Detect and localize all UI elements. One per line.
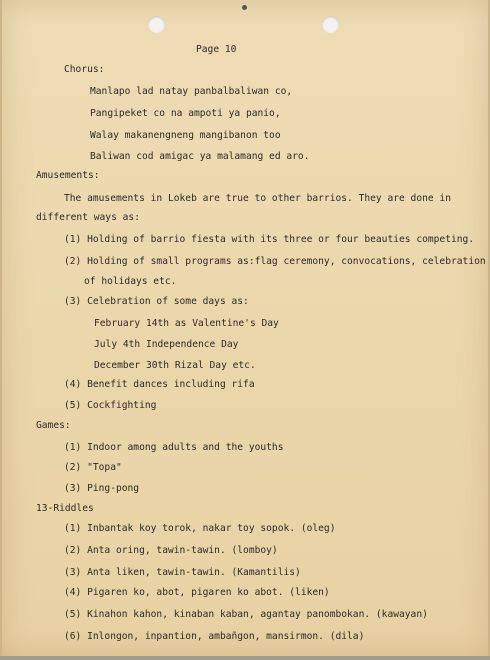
- scan-edge: [0, 656, 490, 660]
- game-item: (2) "Topa": [64, 462, 122, 473]
- riddle-item: (4) Pigaren ko, abot, pigaren ko abot. (liken): [64, 587, 330, 598]
- page-number: Page 10: [196, 44, 237, 55]
- punch-hole-right: [322, 16, 339, 33]
- amusements-intro: different ways as:: [36, 212, 140, 223]
- chorus-line: Pangipeket co na ampoti ya panio,: [90, 108, 281, 119]
- amusement-item: (3) Celebration of some days as:: [64, 296, 249, 307]
- chorus-label: Chorus:: [64, 64, 105, 75]
- riddle-item: (2) Anta oring, tawin-tawin. (lomboy): [64, 545, 278, 556]
- punch-hole-left: [148, 16, 165, 33]
- amusement-subitem: February 14th as Valentine's Day: [94, 318, 279, 329]
- amusement-item: (2) Holding of small programs as:flag ceremony, convocations, celebration: [64, 256, 486, 267]
- games-heading: Games:: [36, 420, 71, 431]
- riddle-item: (6) Inlongon, inpantion, ambañgon, mansirmon. (dila): [64, 631, 365, 642]
- amusement-item: of holidays etc.: [84, 276, 177, 287]
- amusement-subitem: December 30th Rizal Day etc.: [94, 360, 256, 371]
- game-item: (1) Indoor among adults and the youths: [64, 442, 284, 453]
- amusements-intro: The amusements in Lokeb are true to other barrios. They are done in: [64, 193, 451, 204]
- game-item: (3) Ping-pong: [64, 483, 140, 494]
- document-page: [2, 0, 488, 656]
- chorus-line: Baliwan cod amigac ya malamang ed aro.: [90, 151, 310, 162]
- riddle-item: (1) Inbantak koy torok, nakar toy sopok. (oleg): [64, 523, 336, 534]
- pin-mark: [242, 5, 247, 10]
- amusement-item: (5) Cockfighting: [64, 400, 157, 411]
- amusement-item: (4) Benefit dances including rifa: [64, 379, 255, 390]
- amusements-heading: Amusements:: [36, 170, 100, 181]
- chorus-line: Manlapo lad natay panbalbaliwan co,: [90, 86, 293, 97]
- riddles-heading: 13-Riddles: [36, 503, 94, 514]
- riddle-item: (3) Anta liken, tawin-tawin. (Kamantilis): [64, 567, 301, 578]
- riddle-item: (5) Kinahon kahon, kinaban kaban, agantay panombokan. (kawayan): [64, 609, 428, 620]
- chorus-line: Walay makanengneng mangibanon too: [90, 130, 281, 141]
- amusement-item: (1) Holding of barrio fiesta with its three or four beauties competing.: [64, 234, 475, 245]
- amusement-subitem: July 4th Independence Day: [94, 339, 239, 350]
